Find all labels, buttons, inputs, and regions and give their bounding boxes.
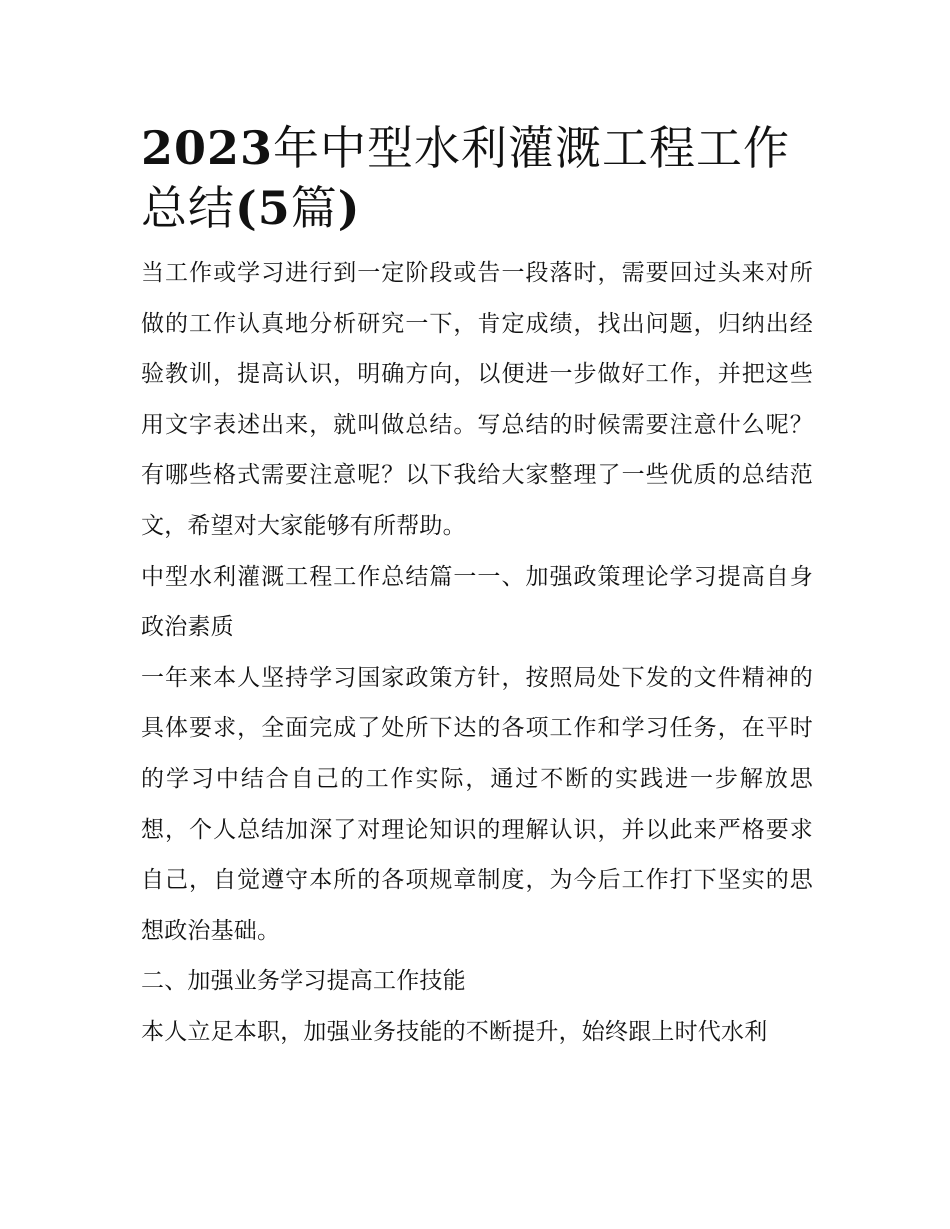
paragraph-intro: 当工作或学习进行到一定阶段或告一段落时，需要回过头来对所做的工作认真地分析研究一下，肯定成绩，找出问题，归纳出经验教训，提高认识，明确方向，以便进一步做好工作，并把这些用文字表述出来，就叫做总结。写总结的时候需要注意什么呢？有哪些格式需要注意呢？以下我给大家整理了一些优质的总结范文，希望对大家能够有所帮助。: [141, 260, 813, 539]
paragraph-section-two-body: 本人立足本职，加强业务技能的不断提升，始终跟上时代水利: [141, 1018, 768, 1045]
paragraph-section-one-heading: 中型水利灌溉工程工作总结篇一一、加强政策理论学习提高自身政治素质: [141, 563, 813, 641]
paragraph-section-two-heading: 二、加强业务学习提高工作技能: [141, 968, 466, 995]
paragraph-section-one-body: 一年来本人坚持学习国家政策方针，按照局处下发的文件精神的具体要求，全面完成了处所下达的各项工作和学习任务，在平时的学习中结合自己的工作实际，通过不断的实践进一步解放思想，个人总结加深了对理论知识的理解认识，并以此来严格要求自己，自觉遵守本所的各项规章制度，为今后工作打下坚实的思想政治基础。: [141, 664, 813, 944]
document-title: 2023年中型水利灌溉工程工作总结(5篇): [141, 121, 791, 235]
document-body: [141, 118, 813, 1058]
